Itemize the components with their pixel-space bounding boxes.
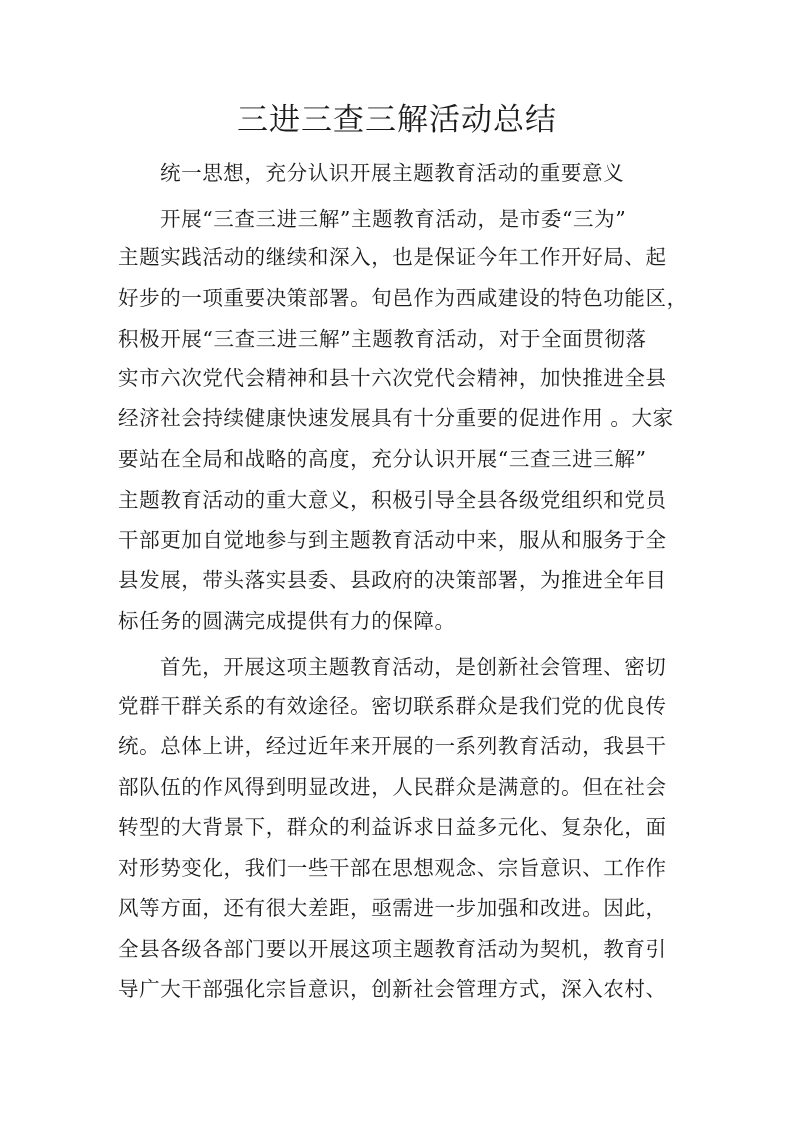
paragraph-line: 县发展，带头落实县委、县政府的决策部署，为推进全年目 [118,568,667,592]
paragraph-line: 好步的一项重要决策部署。旬邑作为西咸建设的特色功能区， [118,286,688,310]
paragraph-line: 标任务的圆满完成提供有力的保障。 [118,609,456,633]
paragraph-line: 党群干群关系的有效途径。密切联系群众是我们党的优良传 [118,694,667,718]
paragraph-line: 对形势变化，我们一些干部在思想观念、宗旨意识、工作作 [118,856,667,880]
paragraph-line: 干部更加自觉地参与到主题教育活动中来，服从和服务于全 [118,528,667,552]
paragraph-line: 开展“三查三进三解”主题教育活动，是市委“三为” [160,207,627,231]
paragraph-line: 部队伍的作风得到明显改进，人民群众是满意的。但在社会 [118,775,667,799]
paragraph-line: 积极开展“三查三进三解”主题教育活动，对于全面贯彻落 [118,327,647,351]
paragraph-line: 主题教育活动的重大意义，积极引导全县各级党组织和党员 [118,488,667,512]
paragraph-line: 风等方面，还有很大差距，亟需进一步加强和改进。因此， [118,896,667,920]
paragraph-line: 统。总体上讲，经过近年来开展的一系列教育活动，我县干 [118,734,667,758]
paragraph-line: 实市六次党代会精神和县十六次党代会精神，加快推进全县 [118,366,667,390]
paragraph-line: 要站在全局和战略的高度，充分认识开展“三查三进三解” [118,447,647,471]
paragraph-line: 转型的大背景下，群众的利益诉求日益多元化、复杂化，面 [118,815,667,839]
paragraph-line: 主题实践活动的继续和深入，也是保证今年工作开好局、起 [118,245,667,269]
section-heading: 统一思想，充分认识开展主题教育活动的重要意义 [160,161,625,185]
paragraph-line: 导广大干部强化宗旨意识，创新社会管理方式，深入农村、 [118,977,667,1001]
document-title: 三进三查三解活动总结 [237,102,557,138]
paragraph-line: 全县各级各部门要以开展这项主题教育活动为契机，教育引 [118,937,667,961]
paragraph-line: 经济社会持续健康快速发展具有十分重要的促进作用 。大家 [118,406,674,430]
paragraph-line: 首先，开展这项主题教育活动，是创新社会管理、密切 [160,655,667,679]
